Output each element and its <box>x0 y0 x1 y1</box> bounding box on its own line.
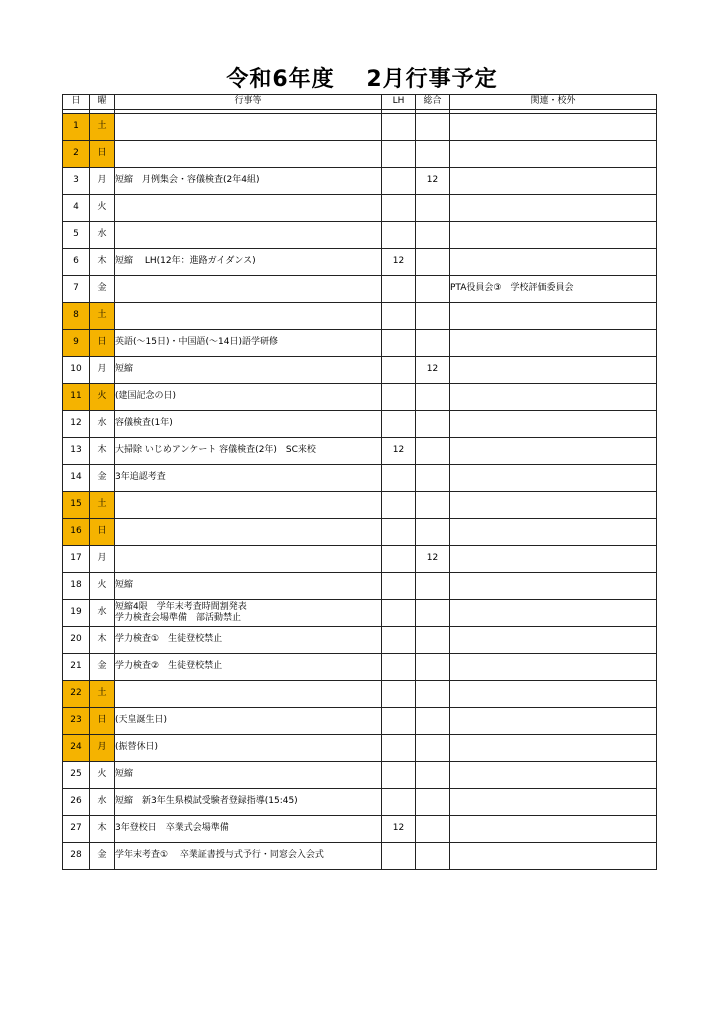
date-cell: 23 <box>63 708 90 735</box>
date-cell: 21 <box>63 654 90 681</box>
weekday-cell: 火 <box>90 762 115 789</box>
related-cell <box>450 600 657 627</box>
weekday-cell: 日 <box>90 330 115 357</box>
sogo-cell <box>416 627 450 654</box>
related-cell <box>450 411 657 438</box>
related-cell <box>450 762 657 789</box>
table-row <box>63 438 657 465</box>
sogo-cell <box>416 843 450 870</box>
weekday-cell: 水 <box>90 600 115 627</box>
date-cell: 13 <box>63 438 90 465</box>
table-row <box>63 654 657 681</box>
sogo-cell: 12 <box>416 357 450 384</box>
lh-cell <box>382 492 416 519</box>
weekday-cell: 水 <box>90 411 115 438</box>
sogo-cell <box>416 708 450 735</box>
date-cell: 20 <box>63 627 90 654</box>
event-cell <box>115 384 382 411</box>
lh-cell <box>382 681 416 708</box>
lh-cell: 12 <box>382 249 416 276</box>
lh-cell <box>382 168 416 195</box>
date-cell: 26 <box>63 789 90 816</box>
table-row <box>63 276 657 303</box>
sogo-cell <box>416 789 450 816</box>
table-row <box>63 573 657 600</box>
event-cell <box>115 789 382 816</box>
date-cell: 16 <box>63 519 90 546</box>
weekday-cell: 金 <box>90 276 115 303</box>
sogo-cell <box>416 330 450 357</box>
event-text: 英語(～15日)・中国語(～14日)語学研修 <box>115 337 278 348</box>
table-row <box>63 735 657 762</box>
weekday-cell: 木 <box>90 438 115 465</box>
table-row <box>63 627 657 654</box>
header-related: 関連・校外 <box>450 95 657 110</box>
table-row <box>63 249 657 276</box>
table-row <box>63 114 657 141</box>
weekday-cell: 火 <box>90 384 115 411</box>
related-cell <box>450 465 657 492</box>
weekday-cell: 日 <box>90 141 115 168</box>
related-cell <box>450 816 657 843</box>
related-cell <box>450 384 657 411</box>
sogo-cell <box>416 465 450 492</box>
weekday-cell: 土 <box>90 681 115 708</box>
related-cell <box>450 708 657 735</box>
event-cell <box>115 762 382 789</box>
table-row <box>63 519 657 546</box>
table-row <box>63 600 657 627</box>
date-cell: 18 <box>63 573 90 600</box>
related-cell <box>450 519 657 546</box>
date-cell: 14 <box>63 465 90 492</box>
table-row <box>63 303 657 330</box>
related-cell <box>450 789 657 816</box>
date-cell: 28 <box>63 843 90 870</box>
event-cell <box>115 681 382 708</box>
lh-cell <box>382 303 416 330</box>
sogo-cell <box>416 519 450 546</box>
weekday-cell: 火 <box>90 195 115 222</box>
event-cell <box>115 357 382 384</box>
related-cell <box>450 681 657 708</box>
date-cell: 24 <box>63 735 90 762</box>
weekday-cell: 土 <box>90 303 115 330</box>
date-cell: 15 <box>63 492 90 519</box>
weekday-cell: 月 <box>90 735 115 762</box>
lh-cell <box>382 600 416 627</box>
sogo-cell <box>416 411 450 438</box>
lh-cell <box>382 276 416 303</box>
table-row <box>63 195 657 222</box>
sogo-cell <box>416 492 450 519</box>
related-cell <box>450 195 657 222</box>
lh-cell <box>382 330 416 357</box>
event-text: 短縮 LH(12年：進路ガイダンス) <box>115 256 256 267</box>
date-cell: 8 <box>63 303 90 330</box>
header-day: 曜 <box>90 95 115 110</box>
date-cell: 27 <box>63 816 90 843</box>
sogo-cell <box>416 600 450 627</box>
weekday-cell: 金 <box>90 654 115 681</box>
event-text: 短縮4限 学年末考査時間割発表 <box>115 601 247 612</box>
event-cell <box>115 627 382 654</box>
table-row <box>63 546 657 573</box>
table-row <box>63 492 657 519</box>
related-cell <box>450 492 657 519</box>
lh-cell: 12 <box>382 816 416 843</box>
date-cell: 25 <box>63 762 90 789</box>
sogo-cell <box>416 762 450 789</box>
related-cell: PTA役員会③ 学校評価委員会 <box>450 276 657 303</box>
related-cell <box>450 438 657 465</box>
related-cell <box>450 222 657 249</box>
event-cell <box>115 276 382 303</box>
date-cell: 7 <box>63 276 90 303</box>
header-event: 行事等 <box>115 95 382 110</box>
table-row <box>63 816 657 843</box>
sogo-cell <box>416 114 450 141</box>
weekday-cell: 火 <box>90 573 115 600</box>
event-cell <box>115 330 382 357</box>
page-title: 令和6年度 2月行事予定 <box>226 67 498 92</box>
lh-cell <box>382 357 416 384</box>
event-text: 学力検査② 生徒登校禁止 <box>115 661 223 672</box>
lh-cell <box>382 546 416 573</box>
event-text: 短縮 <box>115 580 134 591</box>
related-cell <box>450 843 657 870</box>
weekday-cell: 日 <box>90 708 115 735</box>
header-date: 日 <box>63 95 90 110</box>
lh-cell <box>382 654 416 681</box>
table-row <box>63 465 657 492</box>
event-text: 3年登校日 卒業式会場準備 <box>115 823 229 834</box>
table-row <box>63 789 657 816</box>
related-cell <box>450 357 657 384</box>
lh-cell <box>382 141 416 168</box>
related-cell <box>450 303 657 330</box>
event-cell <box>115 816 382 843</box>
sogo-cell <box>416 681 450 708</box>
weekday-cell: 月 <box>90 357 115 384</box>
event-cell <box>115 411 382 438</box>
lh-cell <box>382 465 416 492</box>
event-text: 大掃除 いじめアンケート 容儀検査(2年) SC来校 <box>115 445 316 456</box>
table-row <box>63 357 657 384</box>
sogo-cell: 12 <box>416 168 450 195</box>
weekday-cell: 水 <box>90 222 115 249</box>
sogo-cell <box>416 735 450 762</box>
event-cell <box>115 114 382 141</box>
related-cell <box>450 654 657 681</box>
related-cell <box>450 735 657 762</box>
sogo-cell <box>416 384 450 411</box>
date-cell: 10 <box>63 357 90 384</box>
weekday-cell: 金 <box>90 465 115 492</box>
date-cell: 2 <box>63 141 90 168</box>
table-row <box>63 222 657 249</box>
event-text: 3年追認考査 <box>115 472 166 483</box>
sogo-cell <box>416 195 450 222</box>
lh-cell: 12 <box>382 438 416 465</box>
date-cell: 5 <box>63 222 90 249</box>
date-cell: 22 <box>63 681 90 708</box>
related-cell <box>450 546 657 573</box>
weekday-cell: 日 <box>90 519 115 546</box>
sogo-cell <box>416 654 450 681</box>
weekday-cell: 木 <box>90 249 115 276</box>
lh-cell <box>382 627 416 654</box>
table-row <box>63 681 657 708</box>
table-row <box>63 708 657 735</box>
event-text: 学力検査会場準備 部活動禁止 <box>115 613 242 623</box>
lh-cell <box>382 762 416 789</box>
lh-cell <box>382 411 416 438</box>
date-cell: 3 <box>63 168 90 195</box>
lh-cell <box>382 708 416 735</box>
event-text: 短縮 <box>115 769 134 780</box>
event-text: (振替休日) <box>115 742 159 753</box>
event-text: 短縮 <box>115 364 134 375</box>
event-text: 短縮 月例集会・容儀検査(2年4組) <box>115 175 260 186</box>
lh-cell <box>382 222 416 249</box>
lh-cell <box>382 519 416 546</box>
event-cell <box>115 303 382 330</box>
lh-cell <box>382 843 416 870</box>
weekday-cell: 金 <box>90 843 115 870</box>
related-cell <box>450 114 657 141</box>
event-cell <box>115 438 382 465</box>
sogo-cell <box>416 249 450 276</box>
event-cell <box>115 573 382 600</box>
date-cell: 6 <box>63 249 90 276</box>
event-text: (建国記念の日) <box>115 391 177 402</box>
event-cell <box>115 141 382 168</box>
event-text: 学年末考査① 卒業証書授与式予行・同窓会入会式 <box>115 850 324 861</box>
weekday-cell: 月 <box>90 168 115 195</box>
related-cell <box>450 141 657 168</box>
sogo-cell <box>416 816 450 843</box>
table-row <box>63 843 657 870</box>
event-cell <box>115 465 382 492</box>
date-cell: 4 <box>63 195 90 222</box>
table-row <box>63 330 657 357</box>
weekday-cell: 水 <box>90 789 115 816</box>
event-cell <box>115 492 382 519</box>
table-row <box>63 141 657 168</box>
lh-cell <box>382 384 416 411</box>
weekday-cell: 月 <box>90 546 115 573</box>
related-cell <box>450 168 657 195</box>
schedule-table <box>62 94 657 870</box>
lh-cell <box>382 789 416 816</box>
weekday-cell: 土 <box>90 114 115 141</box>
weekday-cell: 木 <box>90 816 115 843</box>
event-cell <box>115 843 382 870</box>
weekday-cell: 土 <box>90 492 115 519</box>
related-cell <box>450 330 657 357</box>
date-cell: 1 <box>63 114 90 141</box>
event-cell <box>115 249 382 276</box>
date-cell: 19 <box>63 600 90 627</box>
related-cell <box>450 573 657 600</box>
related-cell <box>450 249 657 276</box>
header-row <box>63 95 657 110</box>
sogo-cell <box>416 141 450 168</box>
event-text: 学力検査① 生徒登校禁止 <box>115 634 223 645</box>
sogo-cell: 12 <box>416 546 450 573</box>
sogo-cell <box>416 438 450 465</box>
table-row <box>63 384 657 411</box>
date-cell: 17 <box>63 546 90 573</box>
sogo-cell <box>416 222 450 249</box>
lh-cell <box>382 114 416 141</box>
header-sogo: 総合 <box>416 95 450 110</box>
sogo-cell <box>416 276 450 303</box>
event-cell <box>115 519 382 546</box>
event-text: (天皇誕生日) <box>115 715 168 726</box>
event-cell <box>115 222 382 249</box>
date-cell: 11 <box>63 384 90 411</box>
event-cell <box>115 708 382 735</box>
event-text: 短縮 新3年生県模試受験者登録指導(15:45) <box>115 796 298 807</box>
sogo-cell <box>416 303 450 330</box>
table-row <box>63 762 657 789</box>
sogo-cell <box>416 573 450 600</box>
date-cell: 9 <box>63 330 90 357</box>
event-cell <box>115 195 382 222</box>
event-text: 容儀検査(1年) <box>115 418 173 429</box>
header-lh: LH <box>382 95 416 110</box>
event-cell <box>115 600 382 627</box>
weekday-cell: 木 <box>90 627 115 654</box>
lh-cell <box>382 735 416 762</box>
lh-cell <box>382 573 416 600</box>
lh-cell <box>382 195 416 222</box>
table-row <box>63 411 657 438</box>
date-cell: 12 <box>63 411 90 438</box>
table-row <box>63 168 657 195</box>
event-cell <box>115 654 382 681</box>
related-cell <box>450 627 657 654</box>
event-cell <box>115 735 382 762</box>
event-cell <box>115 546 382 573</box>
event-cell <box>115 168 382 195</box>
